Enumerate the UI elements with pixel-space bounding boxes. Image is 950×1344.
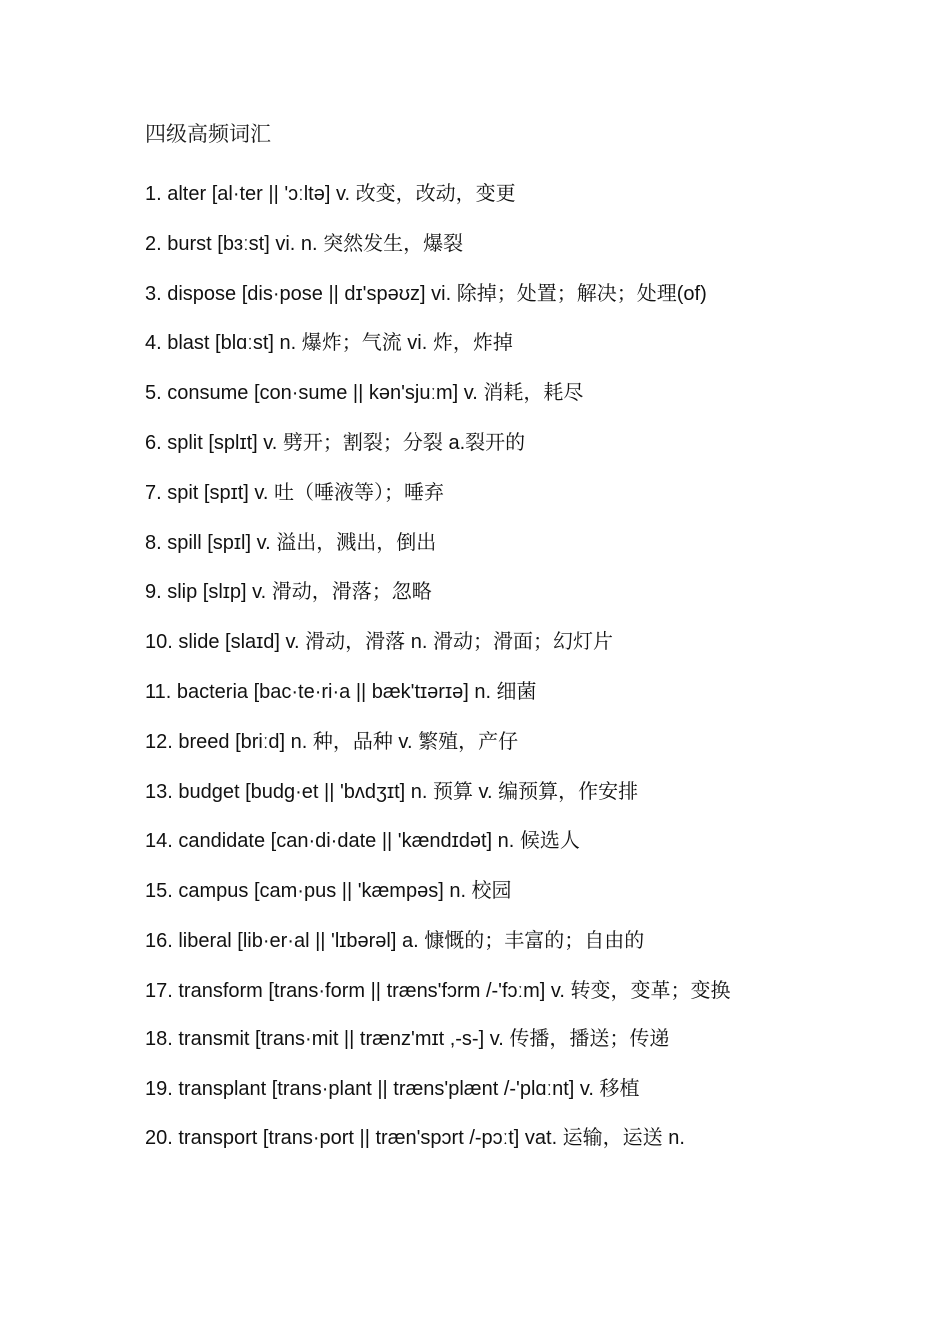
- list-item: 16. liberal [lib·er·al || 'lɪbərəl] a. 慷慨的；丰富的；自由的: [145, 929, 645, 952]
- list-item: 2. burst [bɜːst] vi. n. 突然发生，爆裂: [145, 232, 464, 255]
- list-item: 5. consume [con·sume || kən'sjuːm] v. 消耗，耗尽: [145, 382, 584, 405]
- list-item: 7. spit [spɪt] v. 吐（唾液等）；唾弃: [145, 481, 445, 504]
- list-item: 15. campus [cam·pus || 'kæmpəs] n. 校园: [145, 880, 512, 903]
- list-item: 12. breed [briːd] n. 种，品种 v. 繁殖，产仔: [145, 730, 519, 753]
- list-item: 20. transport [trans·port || træn'spɔrt /-pɔːt] vat. 运输，运送 n.: [145, 1127, 685, 1150]
- vocabulary-list: [145, 170, 815, 1164]
- list-item: 11. bacteria [bac·te·ri·a || bæk'tɪərɪə] n. 细菌: [145, 680, 537, 703]
- list-item: 10. slide [slaɪd] v. 滑动，滑落 n. 滑动；滑面；幻灯片: [145, 631, 613, 654]
- list-item: 18. transmit [trans·mit || trænz'mɪt ,-s-] v. 传播，播送；传递: [145, 1027, 670, 1050]
- list-item: 13. budget [budg·et || 'bʌdʒɪt] n. 预算 v. 编预算，作安排: [145, 780, 639, 803]
- list-item: 17. transform [trans·form || træns'fɔrm /-'fɔːm] v. 转变，变革；变换: [145, 979, 731, 1002]
- list-item: 3. dispose [dis·pose || dɪ'spəʊz] vi. 除掉；处置；解决；处理(of): [145, 282, 707, 305]
- list-item: 14. candidate [can·di·date || 'kændɪdət] n. 候选人: [145, 830, 580, 853]
- list-item: 6. split [splɪt] v. 劈开；割裂；分裂 a.裂开的: [145, 431, 526, 454]
- list-item: 19. transplant [trans·plant || træns'plænt /-'plɑːnt] v. 移植: [145, 1077, 640, 1100]
- list-item: 9. slip [slɪp] v. 滑动，滑落；忽略: [145, 581, 432, 604]
- list-item: 4. blast [blɑːst] n. 爆炸；气流 vi. 炸，炸掉: [145, 332, 513, 355]
- list-item: 8. spill [spɪl] v. 溢出，溅出，倒出: [145, 531, 437, 554]
- page-title: 四级高频词汇: [145, 122, 271, 146]
- list-item: 1. alter [al·ter || 'ɔːltə] v. 改变，改动，变更: [145, 183, 516, 205]
